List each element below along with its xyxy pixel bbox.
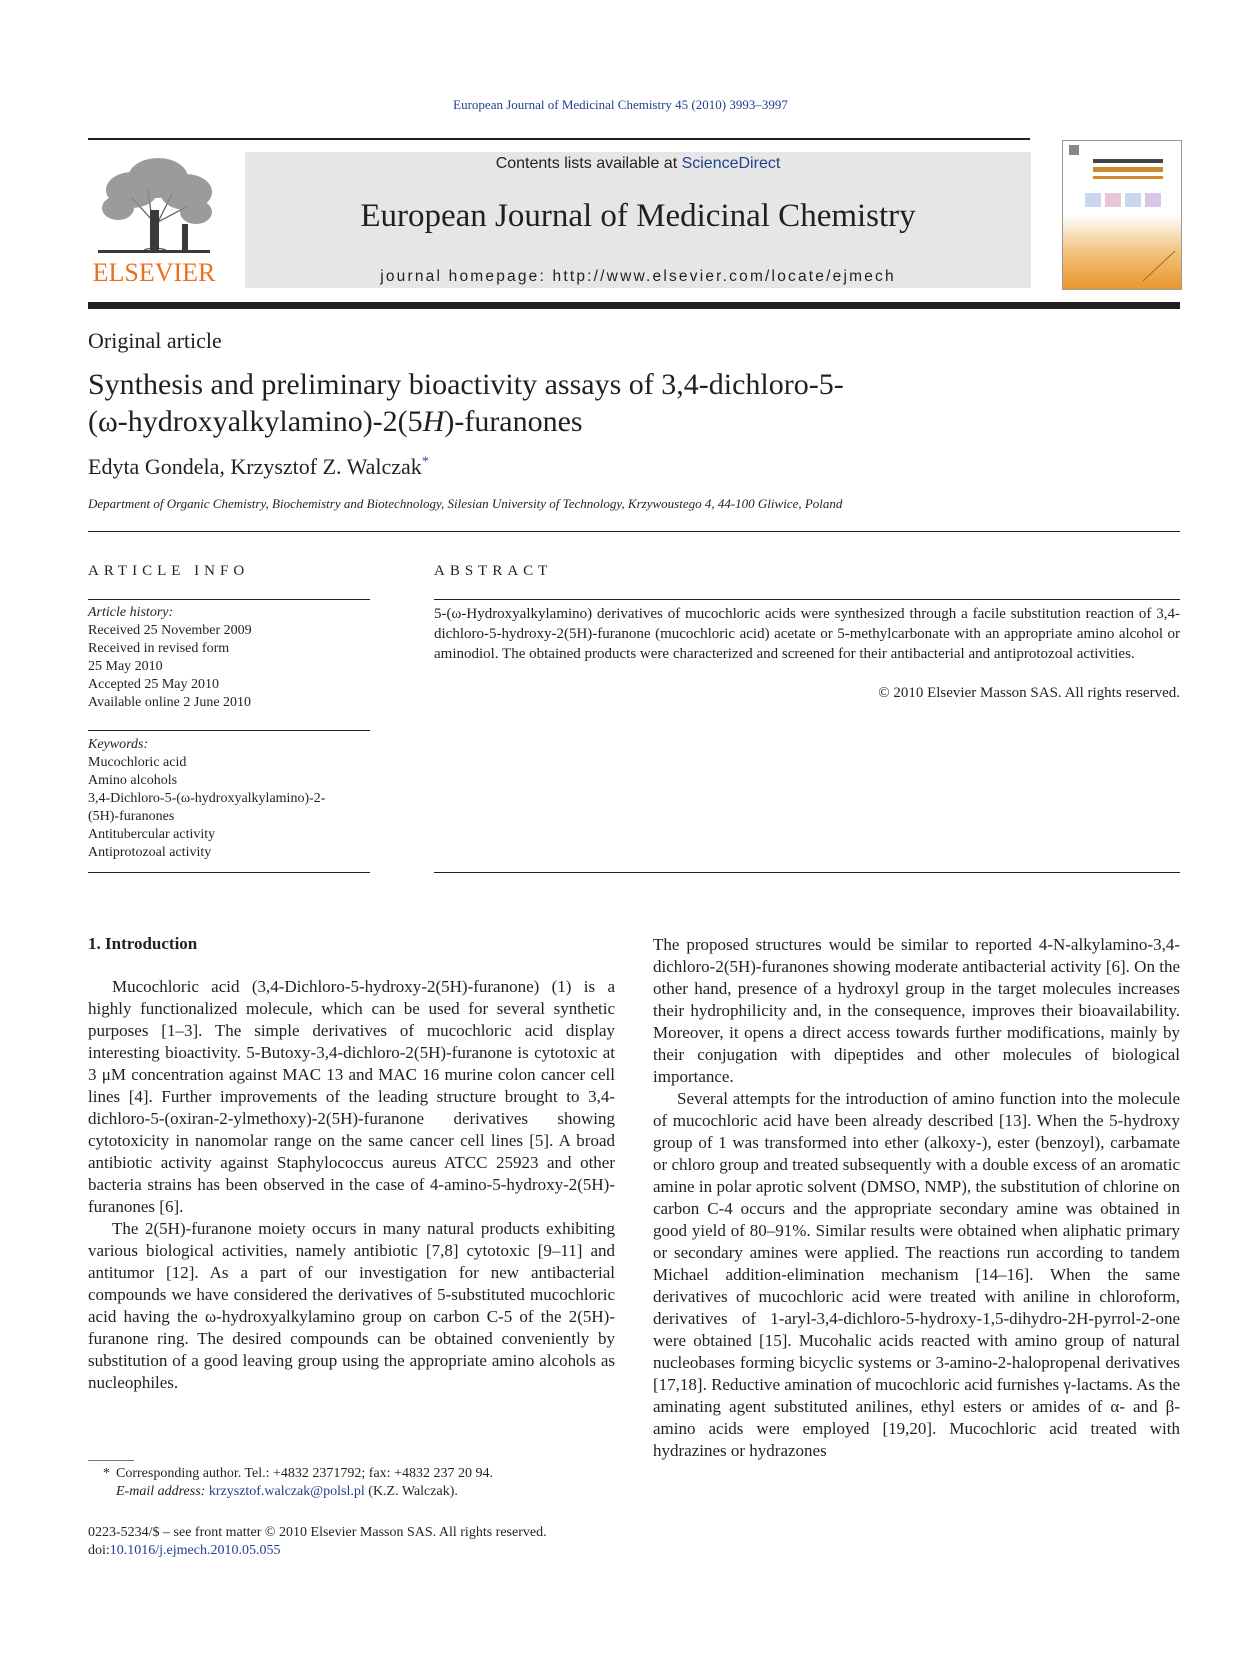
abstract-text: 5-(ω-Hydroxyalkylamino) derivatives of mucochloric acids were synthesized through a facile substitution reaction of 3,4-dichloro-5-hydroxy-2(5H)-furanone (mucochloric acid) acetate or 5-methylcarbonate with an appropriate amino alcohol or aminodiol. The obtained products were characterized and screened for their antibacterial and antiprotozoal activities. (434, 606, 1180, 662)
paragraph: The 2(5H)-furanone moiety occurs in many natural products exhibiting various biological activities, namely antibiotic [7,8] cytotoxic [9–11] and antitumor [12]. As a part of our investigation for new antibacterial compounds we have considered the derivatives of 5-substituted mucochloric acid having the ω-hydroxyalkylamino group on carbon C-5 of the 2(5H)-furanone ring. The desired compounds can be obtained conveniently by substitution of a good leaving group using the appropriate amino alcohols as nucleophiles. (88, 1219, 615, 1392)
abstract-heading: ABSTRACT (434, 563, 553, 579)
sciencedirect-link[interactable]: ScienceDirect (681, 155, 781, 172)
history-item: 25 May 2010 (88, 659, 163, 674)
footnote-mark: * (103, 1466, 110, 1481)
footnote-rule (88, 1460, 134, 1461)
keyword-item: Amino alcohols (88, 773, 178, 788)
title-part: H (422, 405, 445, 438)
abstract-rule (434, 599, 1180, 600)
history-item: Received 25 November 2009 (88, 623, 252, 638)
history-item: Available online 2 June 2010 (88, 695, 252, 710)
author-names: Edyta Gondela, Krzysztof Z. Walczak (88, 454, 422, 479)
keyword-item: Mucochloric acid (88, 755, 187, 770)
article-history (88, 604, 370, 712)
footnote-text: Corresponding author. Tel.: +4832 2371792; fax: +4832 237 20 94. (116, 1466, 493, 1481)
tree-icon (88, 150, 220, 290)
elsevier-logo[interactable] (88, 150, 220, 290)
paragraph: Several attempts for the introduction of amino function into the molecule of mucochloric acid have been already described [13]. When the 5-hydroxy group of 1 was transformed into ether (alkoxy-), ester (benzoyl), carbamate or chloro group and treated subsequently with a double excess of an aromatic amine in polar aprotic solvent (DMSO, NMP), the substitution of chlorine on carbon C-4 occurs and the appropriate secondary amine was obtained in good yield of 80–91%. Similar results were obtained when aliphatic primary or secondary amines were applied. The reactions run according to tandem Michael addition-elimination mechanism [14–16]. When the same derivatives of mucochloric acid were treated with aniline in chloroform, derivatives of 1-aryl-3,4-dichloro-5-hydroxy-1,5-dihydro-2H-pyrrol-2-one were obtained [15]. Mucohalic acids reacted with amino group of natural nucleobases forming bicyclic systems or 3-amino-2-halopropenal derivatives [17,18]. Reductive amination of mucochloric acid furnishes γ-lactams. As the aminating agent substituted anilines, ethyl esters or amides of α- and β-amino acids were employed [19,20]. Mucochloric acid treated with hydrazines or hydrazones (653, 1089, 1180, 1460)
corresponding-author-mark[interactable]: * (421, 454, 429, 470)
title-line-1: Synthesis and preliminary bioactivity assays of 3,4-dichloro-5- (88, 368, 844, 401)
keywords (88, 736, 370, 862)
paragraph: Mucochloric acid (3,4-Dichloro-5-hydroxy-2(5H)-furanone) (1) is a highly functionalized molecule, which can be used for several synthetic purposes [1–3]. The simple derivatives of mucochloric acid display interesting bioactivity. 5-Butoxy-3,4-dichloro-2(5H)-furanone is cytotoxic at 3 μM concentration against MAC 13 and MAC 16 murine colon cancer cell lines [4]. Further improvements of the leading structure brought to 3,4-dichloro-5-(oxiran-2-ylmethoxy)-2(5H)-furanone derivatives showing cytotoxicity in nanomolar range on the same cancer cell lines [5]. A broad antibiotic activity against Staphylococcus aureus ATCC 25923 and other bacteria strains has been observed in the case of 4-amino-5-hydroxy-2(5H)- furanones [6]. (88, 977, 615, 1216)
affiliation-rule (88, 531, 1180, 532)
keyword-item: 3,4-Dichloro-5-(ω-hydroxyalkylamino)-2- (88, 791, 326, 806)
email-label: E-mail address: (116, 1484, 209, 1499)
history-item: Received in revised form (88, 641, 230, 656)
journal-cover-thumbnail[interactable] (1062, 140, 1182, 290)
cover-art-icon (1063, 141, 1181, 289)
doi-label: doi: (88, 1543, 110, 1558)
journal-name: European Journal of Medicinal Chemistry (360, 198, 916, 234)
info-rule (88, 872, 370, 873)
email-link[interactable]: krzysztof.walczak@polsl.pl (208, 1484, 365, 1499)
affiliation: Department of Organic Chemistry, Biochemistry and Biotechnology, Silesian University of Technology, Krzywoustego 4, 44-100 Gliwice, Poland (88, 496, 843, 511)
authors (88, 454, 429, 480)
keyword-item: Antitubercular activity (88, 827, 216, 842)
journal-citation[interactable]: European Journal of Medicinal Chemistry 45 (2010) 3993–3997 (453, 97, 788, 112)
corresponding-author-footnote (88, 1465, 648, 1501)
history-label: Article history: (88, 605, 174, 620)
doi-link[interactable]: 10.1016/j.ejmech.2010.05.055 (109, 1543, 281, 1558)
front-matter-text: 0223-5234/$ – see front matter © 2010 Elsevier Masson SAS. All rights reserved. (88, 1525, 547, 1540)
keyword-item: (5H)-furanones (88, 809, 175, 824)
front-matter (88, 1524, 648, 1560)
keywords-label: Keywords: (88, 737, 149, 752)
keyword-item: Antiprotozoal activity (88, 845, 212, 860)
abstract-rule (434, 872, 1180, 873)
article-info-heading: ARTICLE INFO (88, 563, 250, 579)
body-column-right (653, 934, 1180, 1462)
article-title (88, 366, 1168, 440)
body-column-left (88, 976, 615, 1394)
email-suffix: (K.Z. Walczak). (364, 1484, 458, 1499)
article-type: Original article (88, 328, 222, 353)
info-rule (88, 730, 370, 731)
paragraph: The proposed structures would be similar to reported 4-N-alkylamino-3,4-dichloro-2(5H)-furanones showing moderate antibacterial activity [6]. On the other hand, presence of a hydroxyl group in the target molecules increases their hydrophilicity and, in the consequence, improves their bioavailability. Moreover, it opens a direct access towards further modifications, mainly by their conjugation with dipeptides and other molecules of biological importance. (653, 935, 1180, 1086)
header-thick-rule (88, 302, 1180, 309)
contents-line (245, 155, 1031, 173)
history-item: Accepted 25 May 2010 (88, 677, 220, 692)
logo-wordmark: ELSEVIER (92, 258, 216, 287)
contents-prefix: Contents lists available at (495, 155, 682, 172)
info-rule (88, 599, 370, 600)
journal-homepage-link[interactable]: journal homepage: http://www.elsevier.com/locate/ejmech (380, 268, 896, 285)
section-heading-introduction: 1. Introduction (88, 934, 198, 953)
journal-banner (245, 152, 1031, 288)
header-rule (88, 138, 1030, 140)
abstract-copyright: © 2010 Elsevier Masson SAS. All rights reserved. (878, 685, 1180, 701)
title-line-2 (88, 403, 1168, 440)
title-part: )-furanones (444, 405, 583, 438)
title-part: (ω-hydroxyalkylamino)-2(5 (88, 405, 423, 438)
